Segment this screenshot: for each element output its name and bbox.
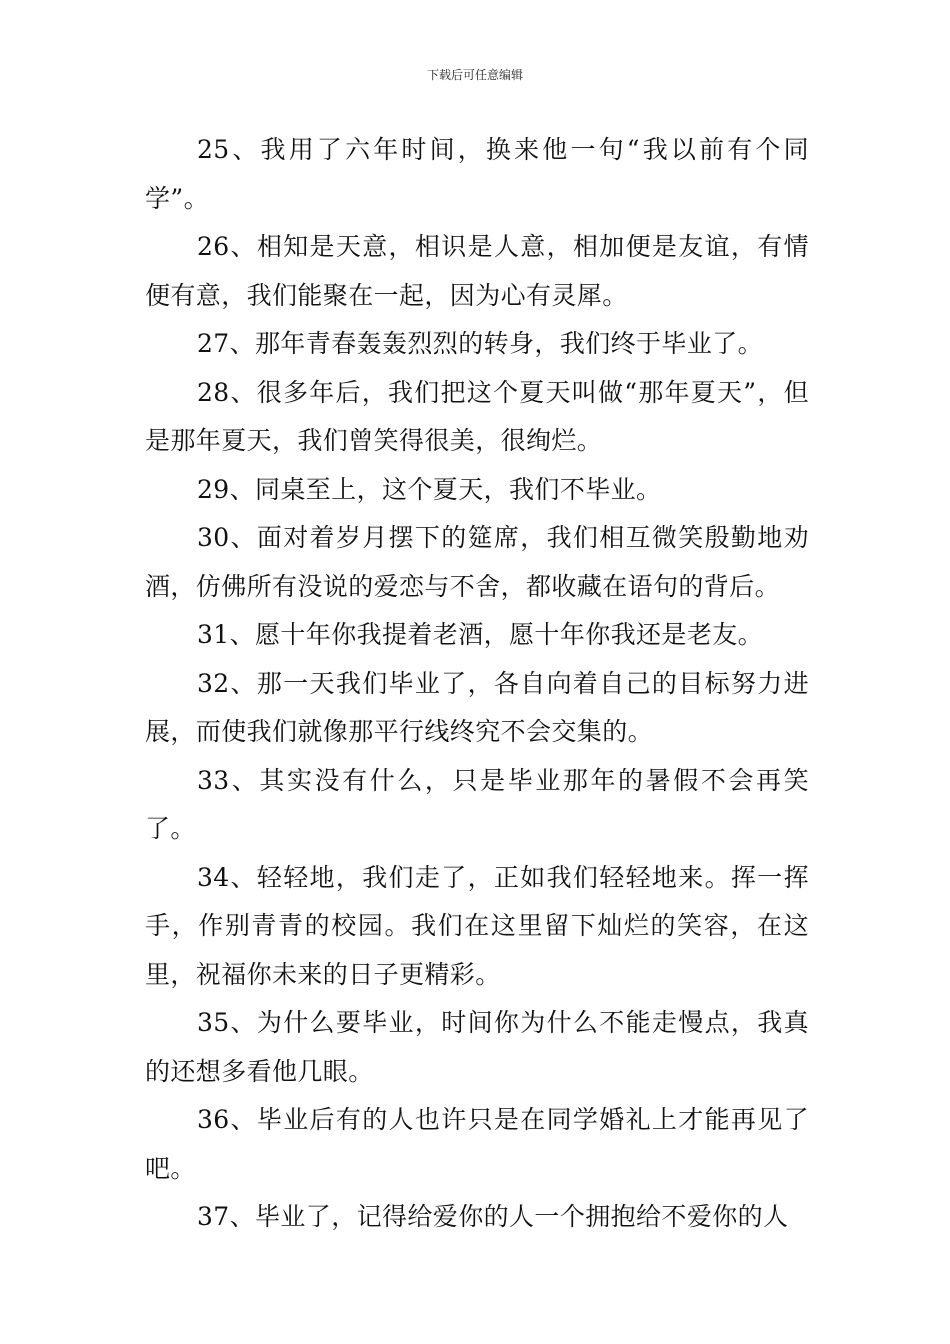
paragraph-25: 25、我用了六年时间，换来他一句“我以前有个同学”。: [145, 135, 809, 213]
paragraph-35: 35、为什么要毕业，时间你为什么不能走慢点，我真的还想多看他几眼。: [145, 1008, 809, 1086]
paragraph-26: 26、相知是天意，相识是人意，相加便是友谊，有情便有意，我们能聚在一起，因为心有灵犀。: [145, 232, 809, 310]
paragraph-30: 30、面对着岁月摆下的筵席，我们相互微笑殷勤地劝酒，仿佛所有没说的爱恋与不舍，都收藏在语句的背后。: [145, 523, 809, 601]
paragraph-32: 32、那一天我们毕业了，各自向着自己的目标努力进展，而使我们就像那平行线终究不会交集的。: [145, 668, 809, 746]
header-note: 下载后可任意编辑: [426, 68, 523, 82]
document-body: [145, 126, 809, 1242]
paragraph-36: 36、毕业后有的人也许只是在同学婚礼上才能再见了吧。: [145, 1105, 809, 1183]
paragraph-37: 37、毕业了，记得给爱你的人一个拥抱给不爱你的人: [197, 1202, 789, 1231]
paragraph-34: 34、轻轻地，我们走了，正如我们轻轻地来。挥一挥手，作别青青的校园。我们在这里留下灿烂的笑容，在这里，祝福你未来的日子更精彩。: [145, 862, 809, 989]
paragraph-27: 27、那年青春轰轰烈烈的转身，我们终于毕业了。: [197, 329, 764, 358]
paragraph-31: 31、愿十年你我提着老酒，愿十年你我还是老友。: [197, 620, 764, 649]
paragraph-28: 28、很多年后，我们把这个夏天叫做“那年夏天”，但是那年夏天，我们曾笑得很美，很绚烂。: [145, 377, 809, 455]
paragraph-29: 29、同桌至上，这个夏天，我们不毕业。: [197, 474, 662, 504]
paragraph-33: 33、其实没有什么，只是毕业那年的暑假不会再笑了。: [145, 765, 809, 843]
